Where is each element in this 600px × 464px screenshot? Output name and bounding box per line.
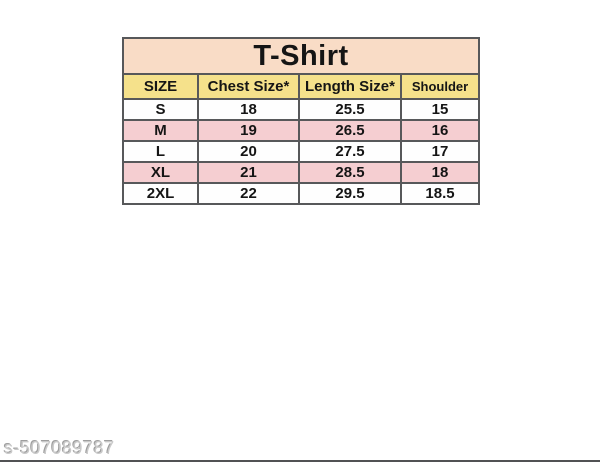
table-cell: L xyxy=(123,141,198,162)
table-cell: 26.5 xyxy=(299,120,401,141)
table-cell: 25.5 xyxy=(299,99,401,120)
table-header-row xyxy=(123,74,479,99)
table-cell: 15 xyxy=(401,99,479,120)
table-row xyxy=(123,162,479,183)
table-cell: 21 xyxy=(198,162,299,183)
table-cell: M xyxy=(123,120,198,141)
table-title-row xyxy=(123,38,479,74)
size-table-body xyxy=(123,99,479,204)
table-cell: 29.5 xyxy=(299,183,401,204)
size-chart-table xyxy=(122,37,480,205)
table-row xyxy=(123,99,479,120)
bottom-divider xyxy=(0,460,600,462)
column-header-chest: Chest Size* xyxy=(198,74,299,99)
table-row xyxy=(123,183,479,204)
table-cell: S xyxy=(123,99,198,120)
table-cell: 18.5 xyxy=(401,183,479,204)
table-row xyxy=(123,120,479,141)
table-cell: 19 xyxy=(198,120,299,141)
table-cell: 2XL xyxy=(123,183,198,204)
table-cell: 16 xyxy=(401,120,479,141)
table-cell: 17 xyxy=(401,141,479,162)
table-cell: 22 xyxy=(198,183,299,204)
column-header-length: Length Size* xyxy=(299,74,401,99)
watermark-text: s-507089787 xyxy=(4,438,115,458)
table-row xyxy=(123,141,479,162)
table-cell: 28.5 xyxy=(299,162,401,183)
table-cell: 18 xyxy=(401,162,479,183)
table-title: T-Shirt xyxy=(123,38,479,74)
table-cell: XL xyxy=(123,162,198,183)
table-cell: 18 xyxy=(198,99,299,120)
table-cell: 27.5 xyxy=(299,141,401,162)
table-cell: 20 xyxy=(198,141,299,162)
column-header-shoulder: Shoulder xyxy=(401,74,479,99)
column-header-size: SIZE xyxy=(123,74,198,99)
